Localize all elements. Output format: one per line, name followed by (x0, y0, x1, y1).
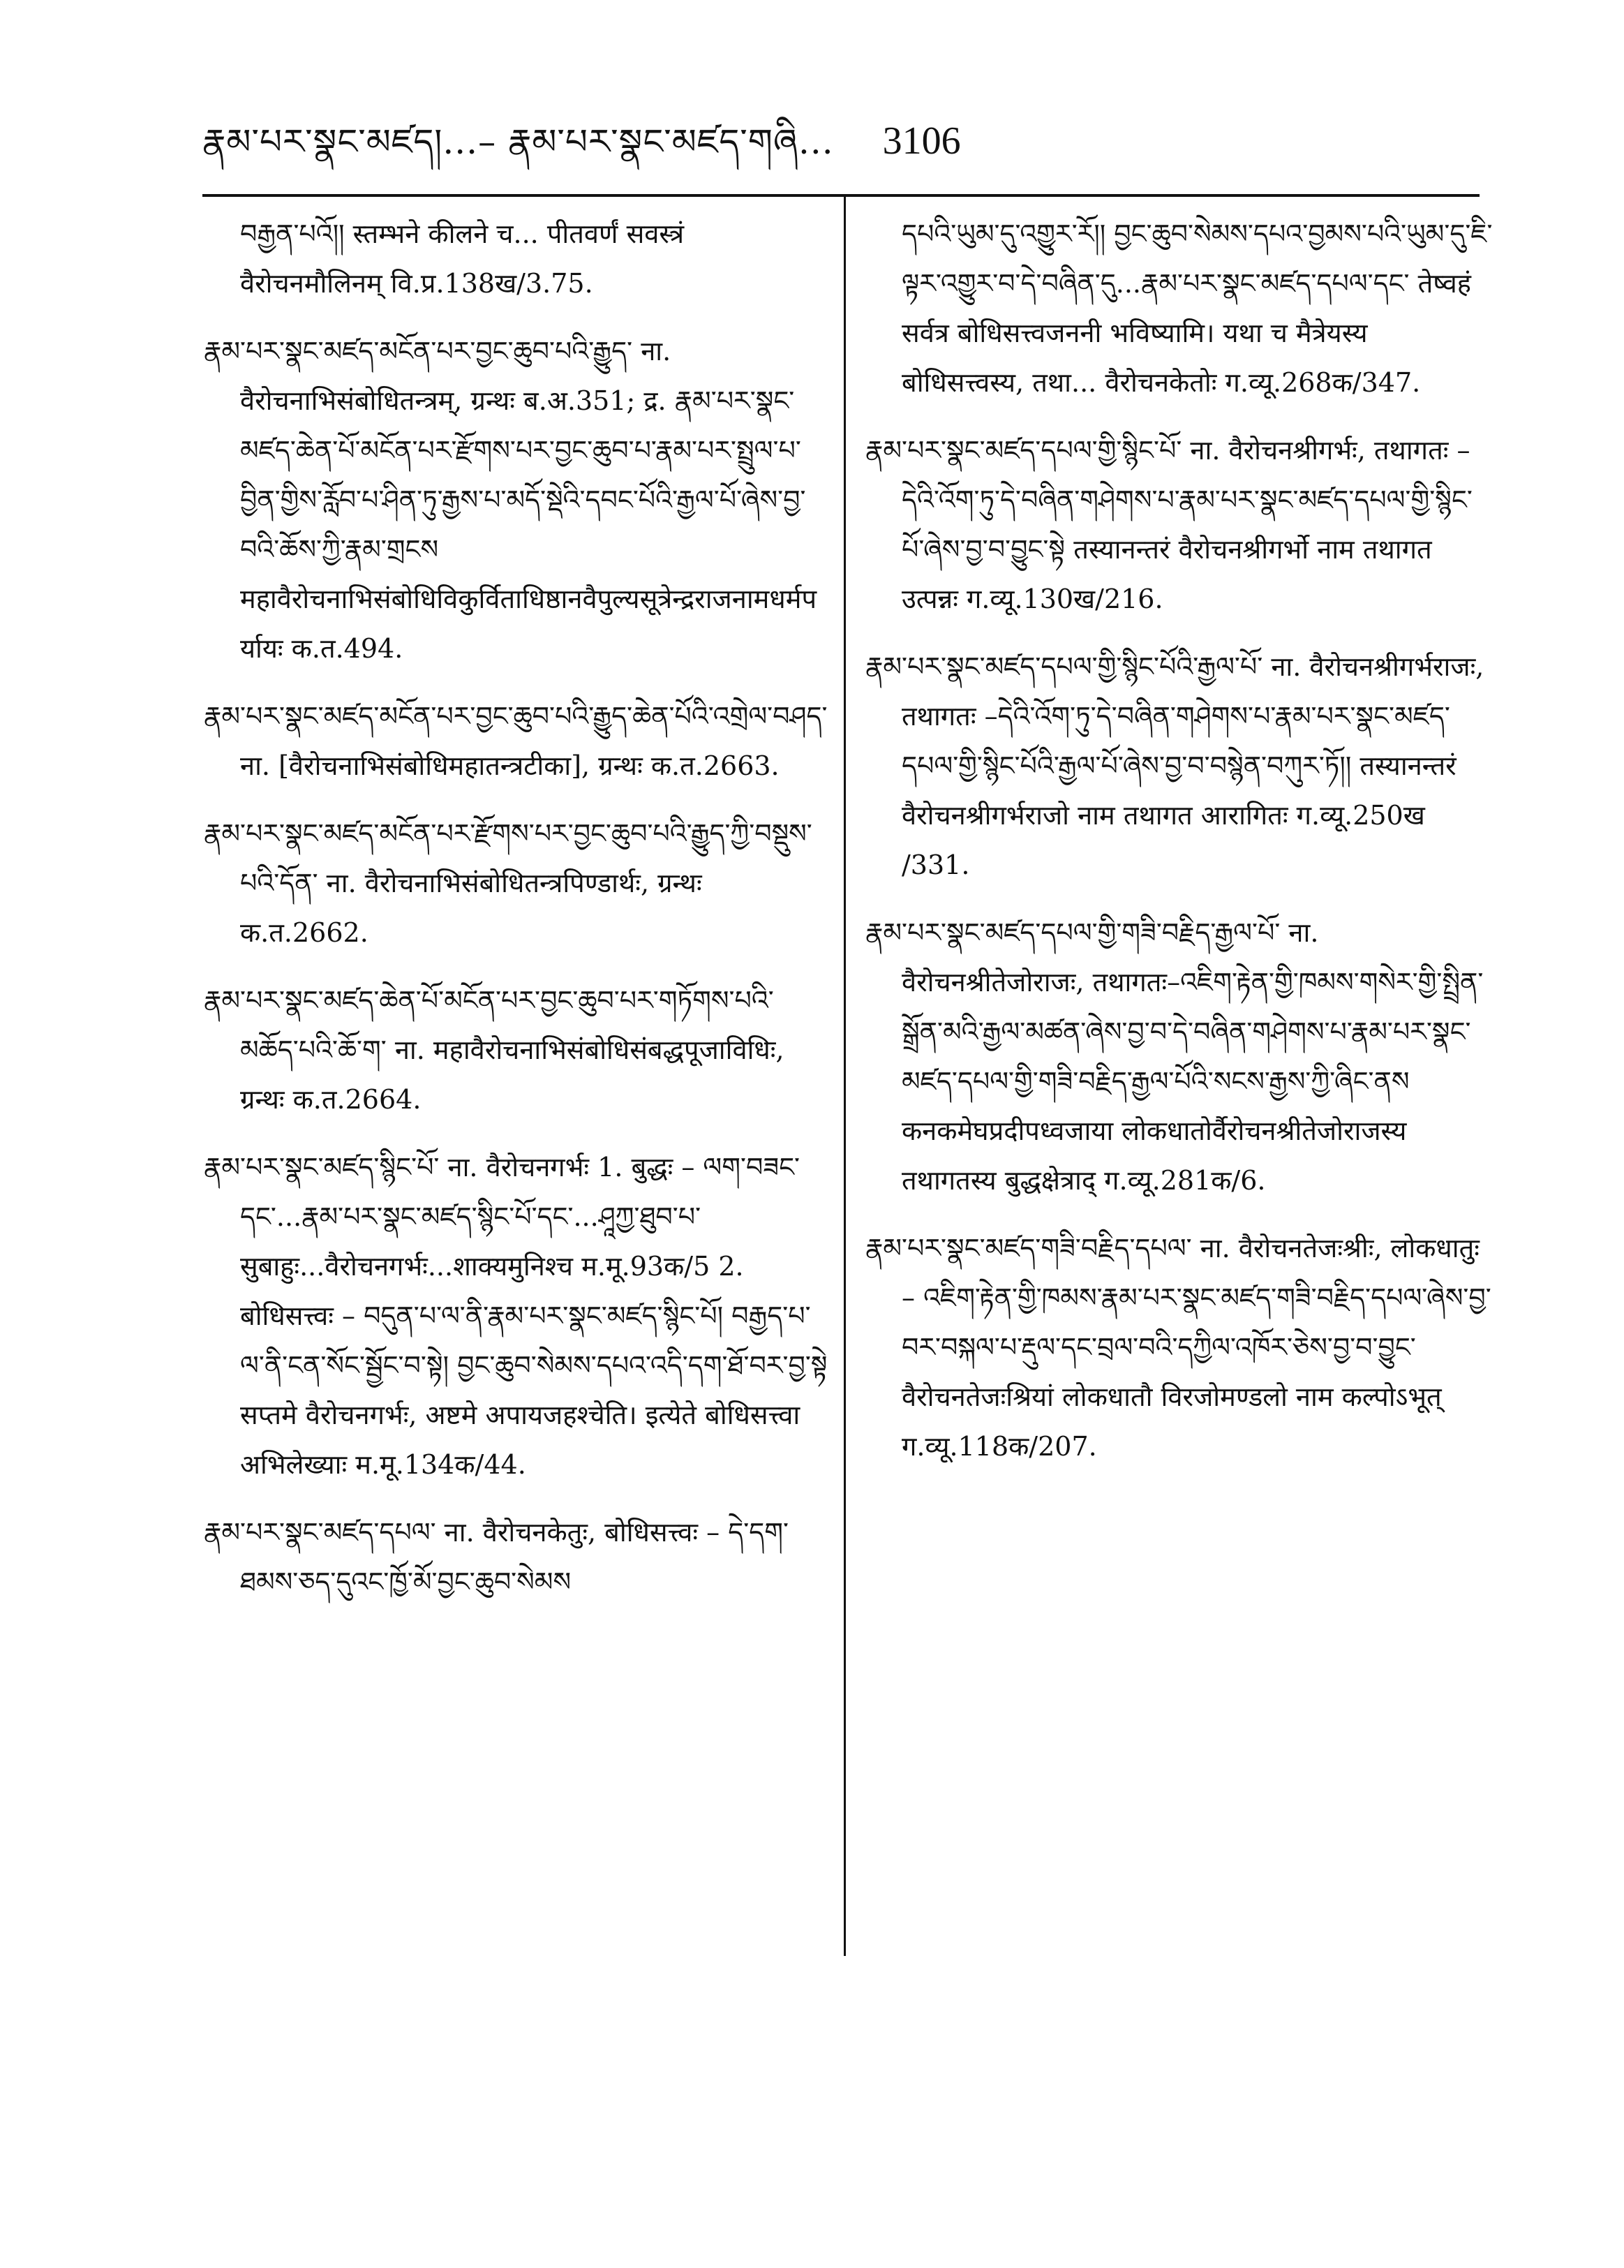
column-divider (844, 197, 846, 1956)
dictionary-entry: རྣམ་པར་སྣང་མཛད་མངོན་པར་བྱང་ཆུབ་པའི་རྒྱུད་ཆེན་པོའི་འགྲེལ་བཤད་ ना. [वैरोचनाभिसंबोधिमहातन्त्रटीका], ग्रन्थः क.त.2663. (204, 701, 828, 781)
header-rule (202, 194, 1480, 197)
dictionary-entry: རྣམ་པར་སྣང་མཛད་གཟི་བརྗིད་དཔལ་ ना. वैरोचनतेजःश्रीः, लोकधातुः – འཇིག་རྟེན་གྱི་ཁམས་རྣམ་པར་སྣང་མཛད་གཟི་བརྗིད་དཔལ་ཞེས་བྱ་བར་བསྐལ་པ་རྡུལ་དང་བྲལ་བའི་དཀྱིལ་འཁོར་ཅེས་བྱ་བ་བྱུང་ वैरोचनतेजःश्रियां लोकधातौ विरजोमण्डलो नाम कल्पोऽभूत् ग.व्यू.118क/207. (865, 1233, 1491, 1462)
left-column (204, 209, 832, 1625)
right-column (865, 209, 1493, 1490)
dictionary-entry: རྣམ་པར་སྣང་མཛད་སྙིང་པོ་ ना. वैरोचनगर्भः 1. बुद्धः – ལག་བཟང་དང་...རྣམ་པར་སྣང་མཛད་སྙིང་པོ་དང་...ཤཱཀྱ་ཐུབ་པ་ सुबाहुः...वैरोचनगर्भः...शाक्यमुनिश्च म.मू.93क/5 2. बोधिसत्त्वः – བདུན་པ་ལ་ནི་རྣམ་པར་སྣང་མཛད་སྙིང་པོ། བརྒྱད་པ་ལ་ནི་ངན་སོང་སྦྱོང་བ་སྟེ། བྱང་ཆུབ་སེམས་དཔའ་འདི་དག་ཐོ་བར་བྱ་སྟེ सप्तमे वैरोचनगर्भः, अष्टमे अपायजहश्चेति। इत्येते बोधिसत्त्वा अभिलेख्याः म.मू.134क/44. (204, 1152, 828, 1480)
dictionary-entry: རྣམ་པར་སྣང་མཛད་དཔལ་ ना. वैरोचनकेतुः, बोधिसत्त्वः – དེ་དག་ཐམས་ཅད་དུའང་ཁྱོ་མོ་བྱང་ཆུབ་སེམས (204, 1517, 789, 1597)
dictionary-entry: བརྒྱན་པའོ།། स्तम्भने कीलने च... पीतवर्णं सवस्त्रं वैरोचनमौलिनम् वि.प्र.138ख/3.75. (240, 218, 685, 299)
dictionary-entry: རྣམ་པར་སྣང་མཛད་མངོན་པར་རྫོགས་པར་བྱང་ཆུབ་པའི་རྒྱུད་ཀྱི་བསྡུས་པའི་དོན་ ना. वैरोचनाभिसंबोधितन्त्रपिण्डार्थः, ग्रन्थः क.त.2662. (204, 818, 812, 948)
dictionary-entry: རྣམ་པར་སྣང་མཛད་དཔལ་གྱི་གཟི་བརྗིད་རྒྱལ་པོ་ ना. वैरोचनश्रीतेजोराजः, तथागतः–འཇིག་རྟེན་གྱི་ཁམས་གསེར་གྱི་སྤྲིན་སྒྲོན་མའི་རྒྱལ་མཚན་ཞེས་བྱ་བ་དེ་བཞིན་གཤེགས་པ་རྣམ་པར་སྣང་མཛད་དཔལ་གྱི་གཟི་བརྗིད་རྒྱལ་པོའི་སངས་རྒྱས་ཀྱི་ཞིང་ནས कनकमेघप्रदीपध्वजाया लोकधातोर्वैरोचनश्रीतेजोराजस्य तथागतस्य बुद्धक्षेत्राद् ग.व्यू.281क/6. (865, 917, 1484, 1196)
dictionary-entry: རྣམ་པར་སྣང་མཛད་ཆེན་པོ་མངོན་པར་བྱང་ཆུབ་པར་གཏོགས་པའི་མཆོད་པའི་ཆོ་ག་ ना. महावैरोचनाभिसंबोधिसंबद्धपूजाविधिः, ग्रन्थः क.त.2664. (204, 985, 784, 1115)
running-title: རྣམ་པར་སྣང་མཛད།...– རྣམ་པར་སྣང་མཛད་གཞི... (202, 121, 834, 162)
dictionary-entry: རྣམ་པར་སྣང་མཛད་དཔལ་གྱི་སྙིང་པོའི་རྒྱལ་པོ་ ना. वैरोचनश्रीगर्भराजः, तथागतः –དེའི་འོག་ཏུ་དེ་བཞིན་གཤེགས་པ་རྣམ་པར་སྣང་མཛད་དཔལ་གྱི་སྙིང་པོའི་རྒྱལ་པོ་ཞེས་བྱ་བ་བསྙེན་བཀུར་ཏོ།། तस्यानन्तरं वैरोचनश्रीगर्भराजो नाम तथागत आरागितः ग.व्यू.250ख /331. (865, 651, 1484, 880)
dictionary-entry: དཔའི་ཡུམ་དུ་འགྱུར་རོ།། བྱང་ཆུབ་སེམས་དཔའ་བྱམས་པའི་ཡུམ་དུ་ཇི་ལྟར་འགྱུར་བ་དེ་བཞིན་དུ...རྣམ་པར་སྣང་མཛད་དཔལ་དང་ तेष्वहं सर्वत्र बोधिसत्त्वजननी भविष्यामि। यथा च मैत्रेयस्य बोधिसत्त्वस्य, तथा... वैरोचनकेतोः ग.व्यू.268क/347. (902, 218, 1493, 398)
dictionary-entry: རྣམ་པར་སྣང་མཛད་དཔལ་གྱི་སྙིང་པོ་ ना. वैरोचनश्रीगर्भः, तथागतः – དེའི་འོག་ཏུ་དེ་བཞིན་གཤེགས་པ་རྣམ་པར་སྣང་མཛད་དཔལ་གྱི་སྙིང་པོ་ཞེས་བྱ་བ་བྱུང་སྟེ तस्यानन्तरं वैरोचनश्रीगर्भो नाम तथागत उत्पन्नः ग.व्यू.130ख/216. (865, 435, 1473, 614)
page-number: 3106 (882, 119, 961, 163)
dictionary-entry: རྣམ་པར་སྣང་མཛད་མངོན་པར་བྱང་ཆུབ་པའི་རྒྱུད་ ना. वैरोचनाभिसंबोधितन्त्रम्, ग्रन्थः ब.अ.351; द्र. རྣམ་པར་སྣང་མཛད་ཆེན་པོ་མངོན་པར་རྫོགས་པར་བྱང་ཆུབ་པ་རྣམ་པར་སྤྲུལ་པ་བྱིན་གྱིས་རློབ་པ་ཤིན་ཏུ་རྒྱས་པ་མདོ་སྡེའི་དབང་པོའི་རྒྱལ་པོ་ཞེས་བྱ་བའི་ཆོས་ཀྱི་རྣམ་གྲངས महावैरोचनाभिसंबोधिविकुर्विताधिष्ठानवैपुल्यसूत्रेन्द्रराजनामधर्मपर्यायः क.त.494. (204, 336, 817, 664)
running-head (202, 103, 961, 201)
